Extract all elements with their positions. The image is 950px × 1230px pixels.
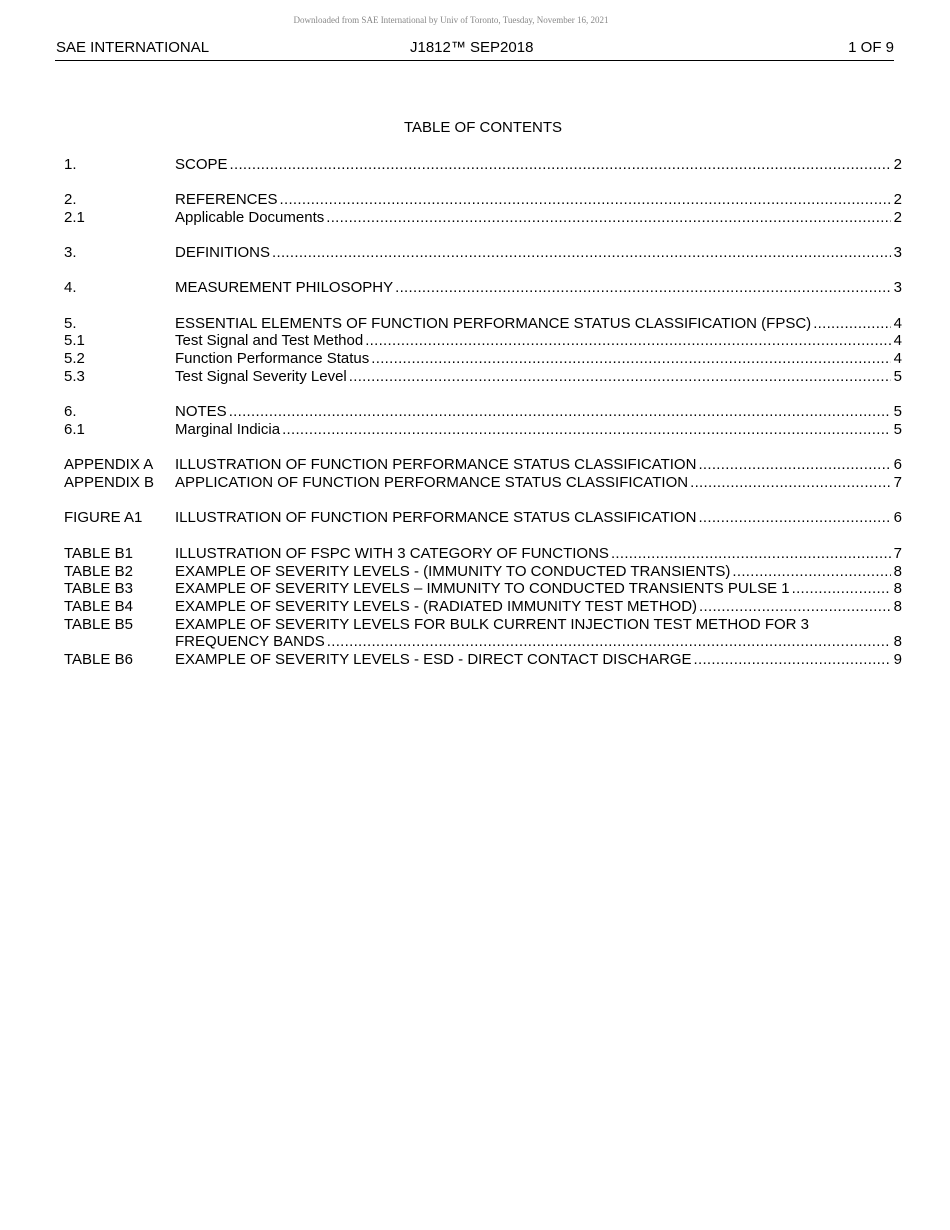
toc-leader-dots — [229, 403, 891, 421]
toc-entry[interactable] — [64, 368, 902, 386]
toc-entry[interactable] — [64, 315, 902, 333]
toc-entry-number: 2. — [64, 191, 77, 208]
toc-entry-title: APPLICATION OF FUNCTION PERFORMANCE STATUS CLASSIFICATION — [175, 474, 689, 491]
toc-entry[interactable] — [64, 598, 902, 616]
toc-entry-page: 7 — [893, 545, 902, 562]
toc-entry-page: 9 — [893, 651, 902, 668]
toc-entry[interactable] — [64, 332, 902, 350]
toc-entry-number: 6. — [64, 403, 77, 420]
toc-entry-page: 2 — [893, 156, 902, 173]
toc-entry-page: 8 — [893, 633, 902, 650]
toc-entry-title: FREQUENCY BANDS — [175, 633, 325, 650]
toc-entry-number: 6.1 — [64, 421, 85, 438]
toc-entry-title: Test Signal Severity Level — [175, 368, 347, 385]
header-document-id: J1812™ SEP2018 — [410, 39, 534, 56]
toc-entry-page: 3 — [893, 244, 902, 261]
toc-entry-title: Test Signal and Test Method — [175, 332, 364, 349]
toc-entry-number: TABLE B3 — [64, 580, 133, 597]
toc-leader-dots — [694, 651, 891, 669]
toc-entry-number: TABLE B6 — [64, 651, 133, 668]
toc-leader-dots — [280, 191, 891, 209]
toc-entry-title: Applicable Documents — [175, 209, 325, 226]
toc-entry-page: 5 — [893, 368, 902, 385]
toc-leader-dots — [327, 633, 891, 651]
toc-entry-number: 4. — [64, 279, 77, 296]
toc-entry-number: TABLE B5 — [64, 616, 133, 633]
toc-entry-number: 2.1 — [64, 209, 85, 226]
toc-entry[interactable] — [64, 509, 902, 527]
toc-entry-title: DEFINITIONS — [175, 244, 271, 261]
toc-entry-title: MEASUREMENT PHILOSOPHY — [175, 279, 394, 296]
toc-entry[interactable] — [64, 580, 902, 598]
toc-entry-number: APPENDIX B — [64, 474, 155, 491]
toc-entry[interactable] — [64, 403, 902, 421]
toc-entry[interactable] — [64, 474, 902, 492]
toc-entry-number: TABLE B4 — [64, 598, 133, 615]
toc-entry[interactable] — [64, 279, 902, 297]
header-page-number: 1 OF 9 — [848, 39, 894, 56]
toc-entry[interactable] — [64, 616, 902, 634]
download-watermark: Downloaded from SAE International by Univ of Toronto, Tuesday, November 16, 2021 — [293, 15, 609, 25]
toc-entry-page: 5 — [893, 421, 902, 438]
toc-leader-dots — [690, 474, 891, 492]
toc-entry-page: 5 — [893, 403, 902, 420]
toc-entry-page: 6 — [893, 509, 902, 526]
toc-entry-number: 5. — [64, 315, 77, 332]
toc-leader-dots — [326, 209, 890, 227]
toc-entry[interactable] — [64, 545, 902, 563]
toc-leader-dots — [349, 368, 891, 386]
toc-entry-page: 4 — [893, 315, 902, 332]
toc-entry[interactable] — [64, 191, 902, 209]
toc-entry[interactable] — [64, 350, 902, 368]
toc-entry-number: 5.3 — [64, 368, 85, 385]
toc-entry-number: APPENDIX A — [64, 456, 154, 473]
toc-entry-page: 4 — [893, 350, 902, 367]
toc-entry-number: 5.2 — [64, 350, 85, 367]
toc-entry-number: FIGURE A1 — [64, 509, 143, 526]
toc-leader-dots — [230, 156, 891, 174]
toc-entry-page: 6 — [893, 456, 902, 473]
toc-entry-title: ILLUSTRATION OF FUNCTION PERFORMANCE STATUS CLASSIFICATION — [175, 509, 697, 526]
toc-leader-dots — [698, 509, 890, 527]
toc-entry-page: 8 — [893, 598, 902, 615]
toc-entry-title: SCOPE — [175, 156, 228, 173]
toc-entry[interactable] — [64, 563, 902, 581]
toc-leader-dots — [371, 350, 890, 368]
toc-entry-title: EXAMPLE OF SEVERITY LEVELS – IMMUNITY TO CONDUCTED TRANSIENTS PULSE 1 — [175, 580, 790, 597]
toc-entry-number: TABLE B1 — [64, 545, 133, 562]
toc-entry-title: EXAMPLE OF SEVERITY LEVELS - (IMMUNITY TO CONDUCTED TRANSIENTS) — [175, 563, 731, 580]
toc-entry-title: ILLUSTRATION OF FSPC WITH 3 CATEGORY OF FUNCTIONS — [175, 545, 609, 562]
toc-entry[interactable] — [64, 156, 902, 174]
toc-entry-title: EXAMPLE OF SEVERITY LEVELS - ESD - DIRECT CONTACT DISCHARGE — [175, 651, 692, 668]
toc-leader-dots — [813, 315, 890, 333]
header-organization: SAE INTERNATIONAL — [56, 39, 210, 56]
toc-leader-dots — [792, 580, 891, 598]
toc-entry-page: 2 — [893, 209, 902, 226]
toc-entry-title: REFERENCES — [175, 191, 278, 208]
toc-title: TABLE OF CONTENTS — [403, 119, 563, 136]
toc-leader-dots — [272, 244, 891, 262]
toc-entry-title: EXAMPLE OF SEVERITY LEVELS - (RADIATED IMMUNITY TEST METHOD) — [175, 598, 698, 615]
toc-entry[interactable] — [64, 456, 902, 474]
toc-leader-dots — [365, 332, 890, 350]
toc-entry[interactable] — [64, 421, 902, 439]
toc-entry-page: 8 — [893, 563, 902, 580]
toc-entry-number: 3. — [64, 244, 77, 261]
toc-leader-dots — [698, 456, 890, 474]
toc-entry-continuation[interactable] — [64, 633, 902, 651]
toc-entry[interactable] — [64, 244, 902, 262]
toc-entry[interactable] — [64, 651, 902, 669]
toc-leader-dots — [611, 545, 891, 563]
toc-entry[interactable] — [64, 209, 902, 227]
toc-entry-page: 3 — [893, 279, 902, 296]
toc-leader-dots — [699, 598, 891, 616]
toc-entry-title: ILLUSTRATION OF FUNCTION PERFORMANCE STATUS CLASSIFICATION — [175, 456, 697, 473]
toc-entry-title: ESSENTIAL ELEMENTS OF FUNCTION PERFORMANCE STATUS CLASSIFICATION (FPSC) — [175, 315, 812, 332]
toc-entry-number: TABLE B2 — [64, 563, 133, 580]
toc-leader-dots — [395, 279, 891, 297]
toc-leader-dots — [282, 421, 891, 439]
toc-entry-page: 7 — [893, 474, 902, 491]
toc-entry-title: NOTES — [175, 403, 227, 420]
toc-entry-title: Marginal Indicia — [175, 421, 281, 438]
toc-entry-page: 2 — [893, 191, 902, 208]
toc-entry-page: 4 — [893, 332, 902, 349]
toc-entry-title: Function Performance Status — [175, 350, 370, 367]
toc-entry-number: 5.1 — [64, 332, 85, 349]
toc-entry-number: 1. — [64, 156, 77, 173]
toc-entry-title: EXAMPLE OF SEVERITY LEVELS FOR BULK CURRENT INJECTION TEST METHOD FOR 3 — [175, 616, 810, 633]
toc-entry-page: 8 — [893, 580, 902, 597]
toc-leader-dots — [732, 563, 890, 581]
